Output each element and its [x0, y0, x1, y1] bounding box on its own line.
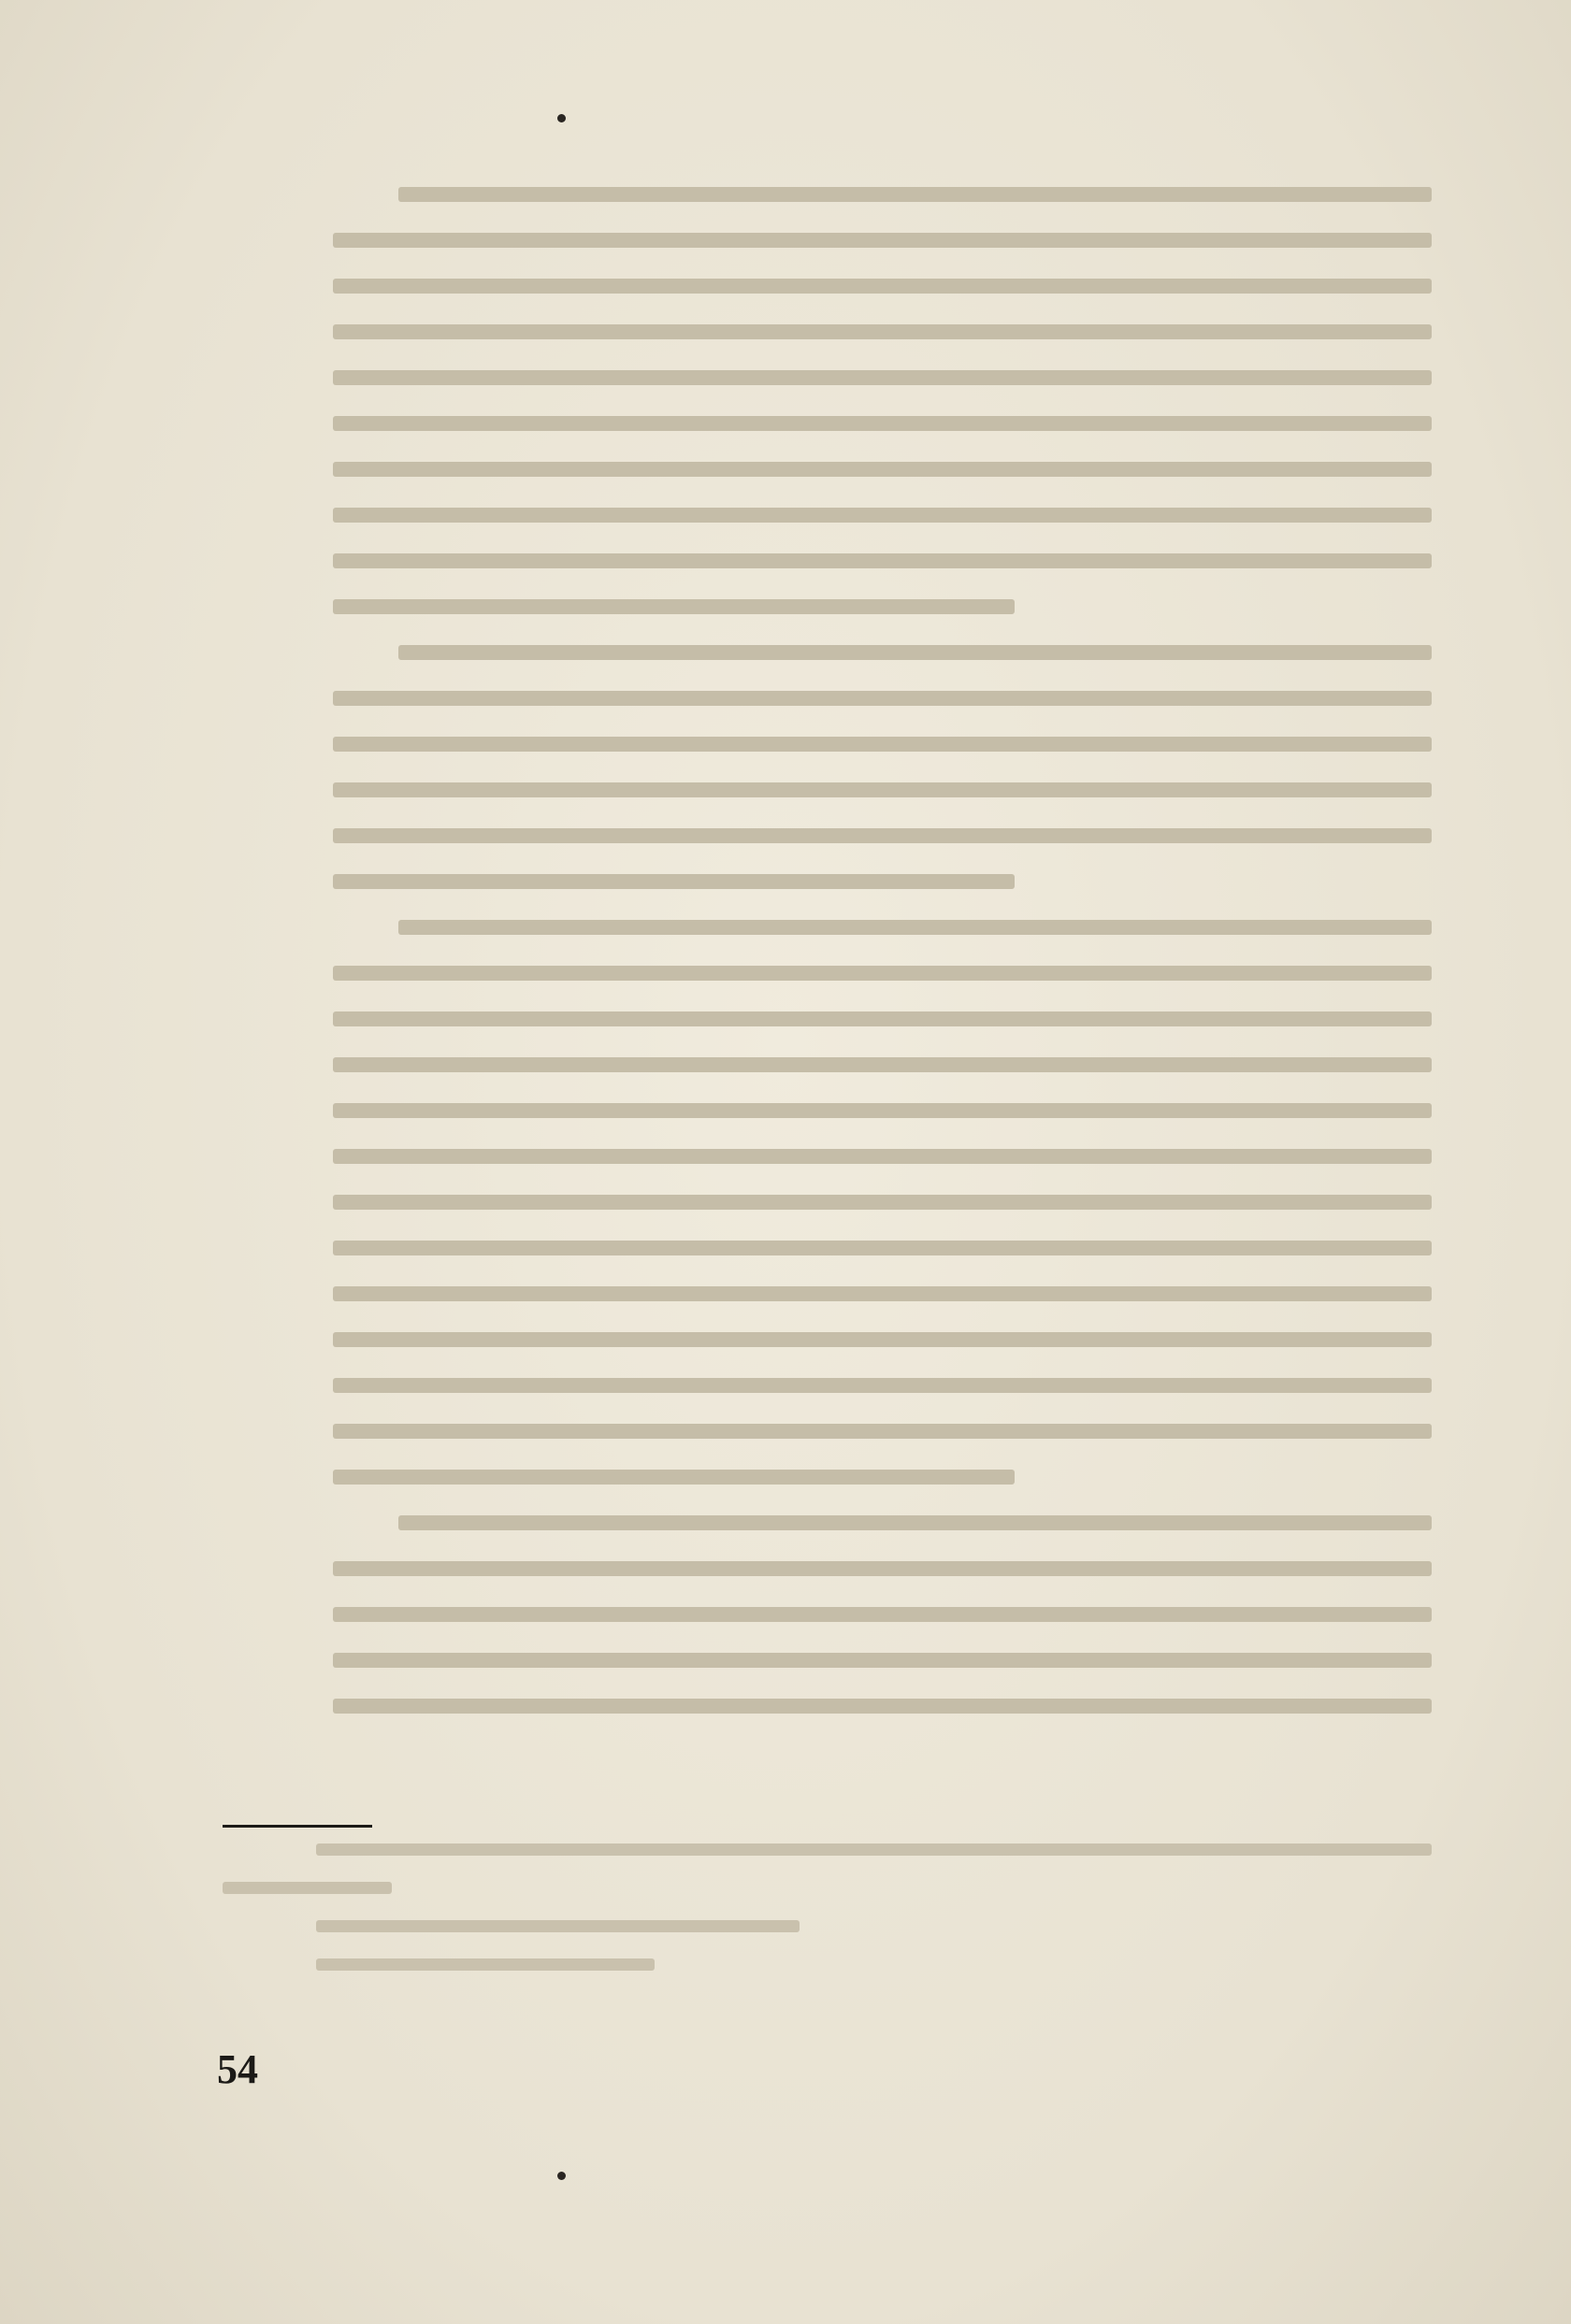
- footnotes: [223, 1843, 1432, 1997]
- printer-dot-top: [557, 114, 566, 122]
- paragraph-4: [333, 1515, 1432, 1714]
- paragraph-2: [333, 645, 1432, 889]
- footnote-rule: [223, 1825, 372, 1828]
- page-number: 54: [217, 2046, 258, 2092]
- printer-dot-bottom: [557, 2172, 566, 2180]
- paragraph-3: [333, 920, 1432, 1485]
- body-text: [333, 187, 1432, 1744]
- paragraph-1: [333, 187, 1432, 614]
